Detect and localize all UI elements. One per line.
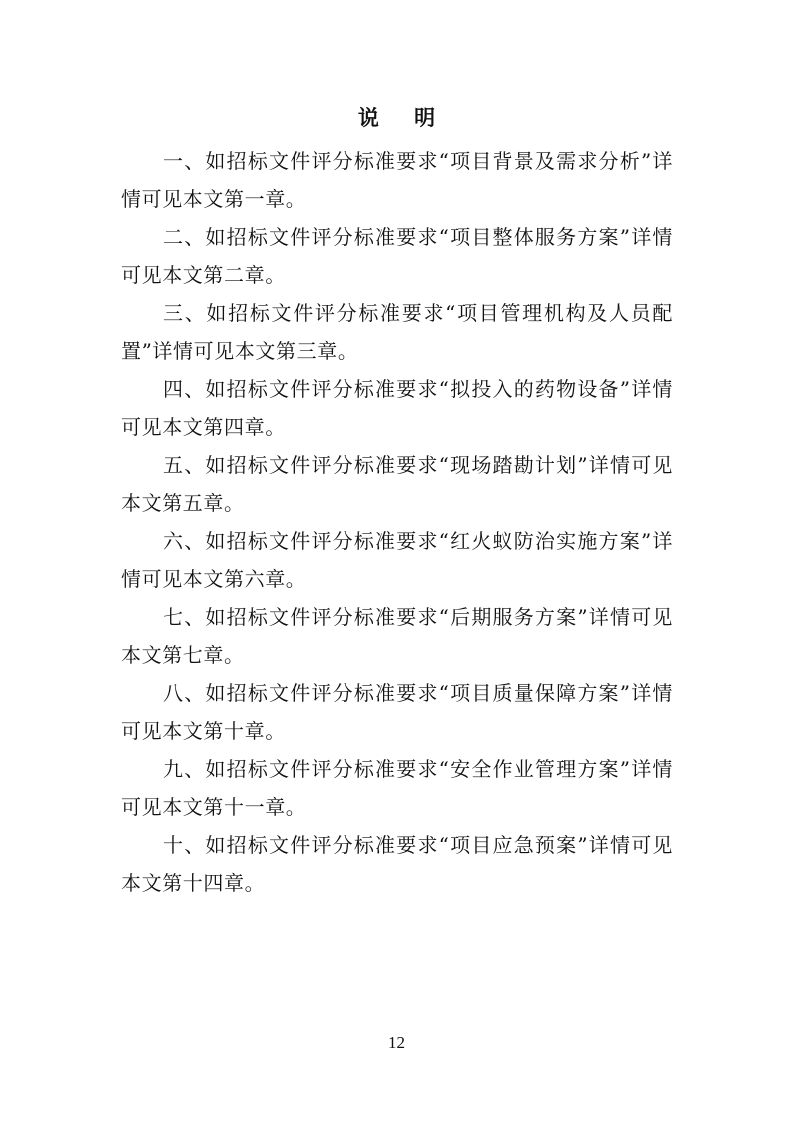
page-title: 说 明 — [357, 105, 450, 130]
paragraph-9: 九、如招标文件评分标准要求“安全作业管理方案”详情可见本文第十一章。 — [121, 757, 673, 819]
paragraph-3: 三、如招标文件评分标准要求“项目管理机构及人员配置”详情可见本文第三章。 — [121, 301, 673, 363]
paragraph-1: 一、如招标文件评分标准要求“项目背景及需求分析”详情可见本文第一章。 — [121, 149, 673, 211]
paragraph-2: 二、如招标文件评分标准要求“项目整体服务方案”详情可见本文第二章。 — [121, 225, 673, 287]
page-number: 12 — [388, 1033, 405, 1052]
paragraph-7: 七、如招标文件评分标准要求“后期服务方案”详情可见本文第七章。 — [121, 605, 673, 667]
paragraph-8: 八、如招标文件评分标准要求“项目质量保障方案”详情可见本文第十章。 — [121, 681, 673, 743]
paragraph-5: 五、如招标文件评分标准要求“现场踏勘计划”详情可见本文第五章。 — [121, 453, 673, 515]
paragraph-10: 十、如招标文件评分标准要求“项目应急预案”详情可见本文第十四章。 — [121, 833, 673, 895]
paragraph-6: 六、如招标文件评分标准要求“红火蚁防治实施方案”详情可见本文第六章。 — [121, 529, 673, 591]
paragraph-4: 四、如招标文件评分标准要求“拟投入的药物设备”详情可见本文第四章。 — [121, 377, 673, 439]
document-body — [121, 142, 673, 902]
